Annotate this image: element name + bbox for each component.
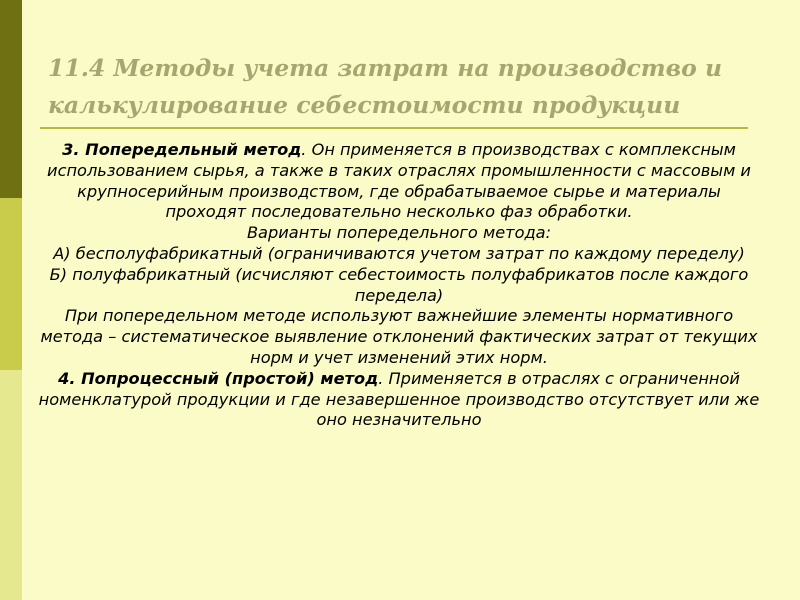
slide-body (38, 140, 760, 431)
method-4-text: . Применяется в отраслях с ограниченной номенклатурой продукции и где незавершенное производство отсутствует или же оно незначительно (38, 368, 760, 430)
paragraph-method-4 (38, 369, 760, 431)
title-line-1: 11.4 Методы учета затрат на производство и (48, 54, 723, 82)
slide-title (48, 50, 768, 124)
side-bar-mid (0, 198, 22, 370)
method-3-text: . Он применяется в производствах с комплексным использованием сырья, а также в таких отраслях промышленности с массовым и крупносерийным производством, где обрабатываемое сырье и материалы проходят последовательно несколько фаз обработки. (47, 140, 751, 222)
side-bar-light (0, 370, 22, 600)
side-bar-dark (0, 0, 22, 198)
variants-heading: Варианты попередельного метода: (246, 223, 552, 243)
title-divider (40, 127, 748, 129)
paragraph-normative: При попередельном методе используют важнейшие элементы нормативного метода – систематическое выявление отклонений фактических затрат от текущих норм и учет изменений этих норм. (40, 306, 758, 367)
variant-b: Б) полуфабрикатный (исчисляют себестоимость полуфабрикатов после каждого передела) (49, 264, 749, 305)
variant-a: А) бесполуфабрикатный (ограничиваются учетом затрат по каждому переделу) (53, 243, 745, 263)
paragraph-method-3 (38, 140, 760, 223)
method-4-heading: 4. Попроцессный (простой) метод (58, 368, 379, 388)
method-3-heading: 3. Попередельный метод (62, 140, 302, 159)
title-line-2: калькулирование себестоимости продукции (48, 91, 681, 119)
